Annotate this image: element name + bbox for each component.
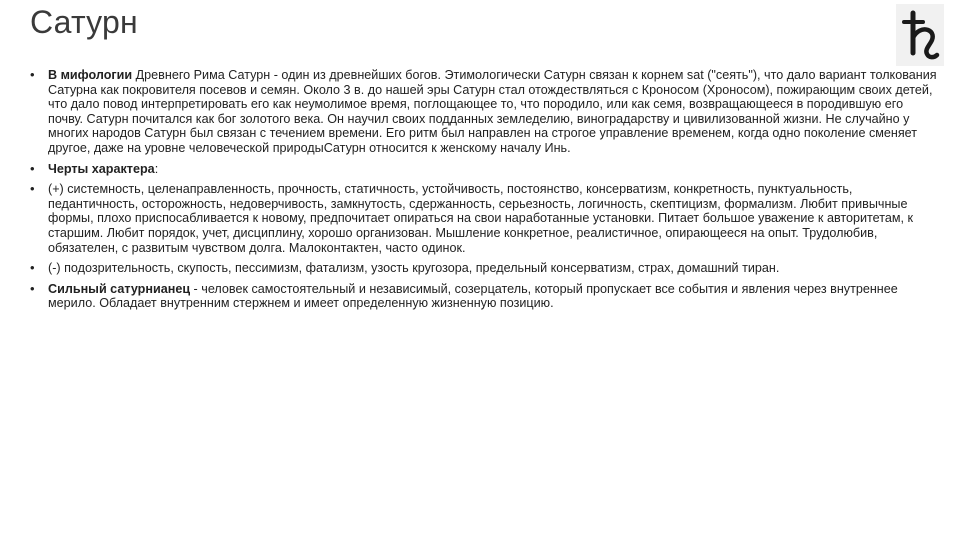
bullet-text: (-) подозрительность, скупость, пессимизм, фатализм, узость кругозора, предельный консерватизм, страх, домашний тиран. bbox=[48, 261, 780, 276]
bullet-list bbox=[30, 68, 940, 311]
bullet-traits-heading bbox=[30, 162, 940, 177]
bullet-mythology bbox=[30, 68, 940, 156]
bullet-lead: В мифологии bbox=[48, 68, 133, 82]
bullet-lead: Черты характера bbox=[48, 161, 155, 176]
bullet-negative-traits bbox=[30, 261, 940, 276]
saturn-symbol-box bbox=[896, 4, 944, 66]
bullet-strong-saturnian bbox=[30, 282, 940, 311]
bullet-positive-traits bbox=[30, 182, 940, 255]
bullet-lead: Сильный сатурнианец bbox=[48, 281, 191, 296]
bullet-text: (+) системность, целенаправленность, прочность, статичность, устойчивость, постоянство, консерватизм, конкретность, пунктуальность, педантичность, осторожность, недоверчивость, замкнутость, сдержанность, серьезность, логичность, скептицизм, формализм. Любит привычные формы, плохо приспосабливается к новому, предпочитает опираться на свои наработанные установки. Питает большое уважение к авторитетам, к старшим. Любит порядок, учет, дисциплину, хорошо организован. Мышление конкретное, реалистичное, опирающееся на опыт. Трудолюбив, обязателен, с развитым чувством долга. Малоконтактен, часто одинок. bbox=[48, 182, 914, 255]
saturn-symbol-icon bbox=[896, 4, 944, 66]
bullet-text: : bbox=[154, 161, 159, 176]
bullet-text: Древнего Рима Сатурн - один из древнейших богов. Этимологически Сатурн связан к корнем sat ("сеять"), что дало вариант толкования Сатурна как покровителя посевов и семян. Около 3 в. до нашей эры Сатурн стал отождествляться с Кроносом (Хроносом), пожирающим своих детей, что дало повод интерпретировать его как неумолимое время, поглощающее то, что породило, или как семя, возвращающееся в породившую его почву. Сатурн почитался как бог золотого века. Он научил своих подданных земледелию, виноградарству и цивилизованной жизни. Не случайно у многих народов Сатурн был связан с течением времени. Его ритм был направлен на строгое управление временем, когда одно поколение сменяет другое, даже на уровне человеческой природыСатурн относится к женскому началу Инь. bbox=[48, 68, 937, 155]
bullet-text: - человек самостоятельный и независимый, созерцатель, который пропускает все события и явления через внутреннее мерило. Обладает внутренним стержнем и имеет определенную жизненную позицию. bbox=[48, 281, 898, 311]
slide-title: Сатурн bbox=[30, 4, 138, 40]
